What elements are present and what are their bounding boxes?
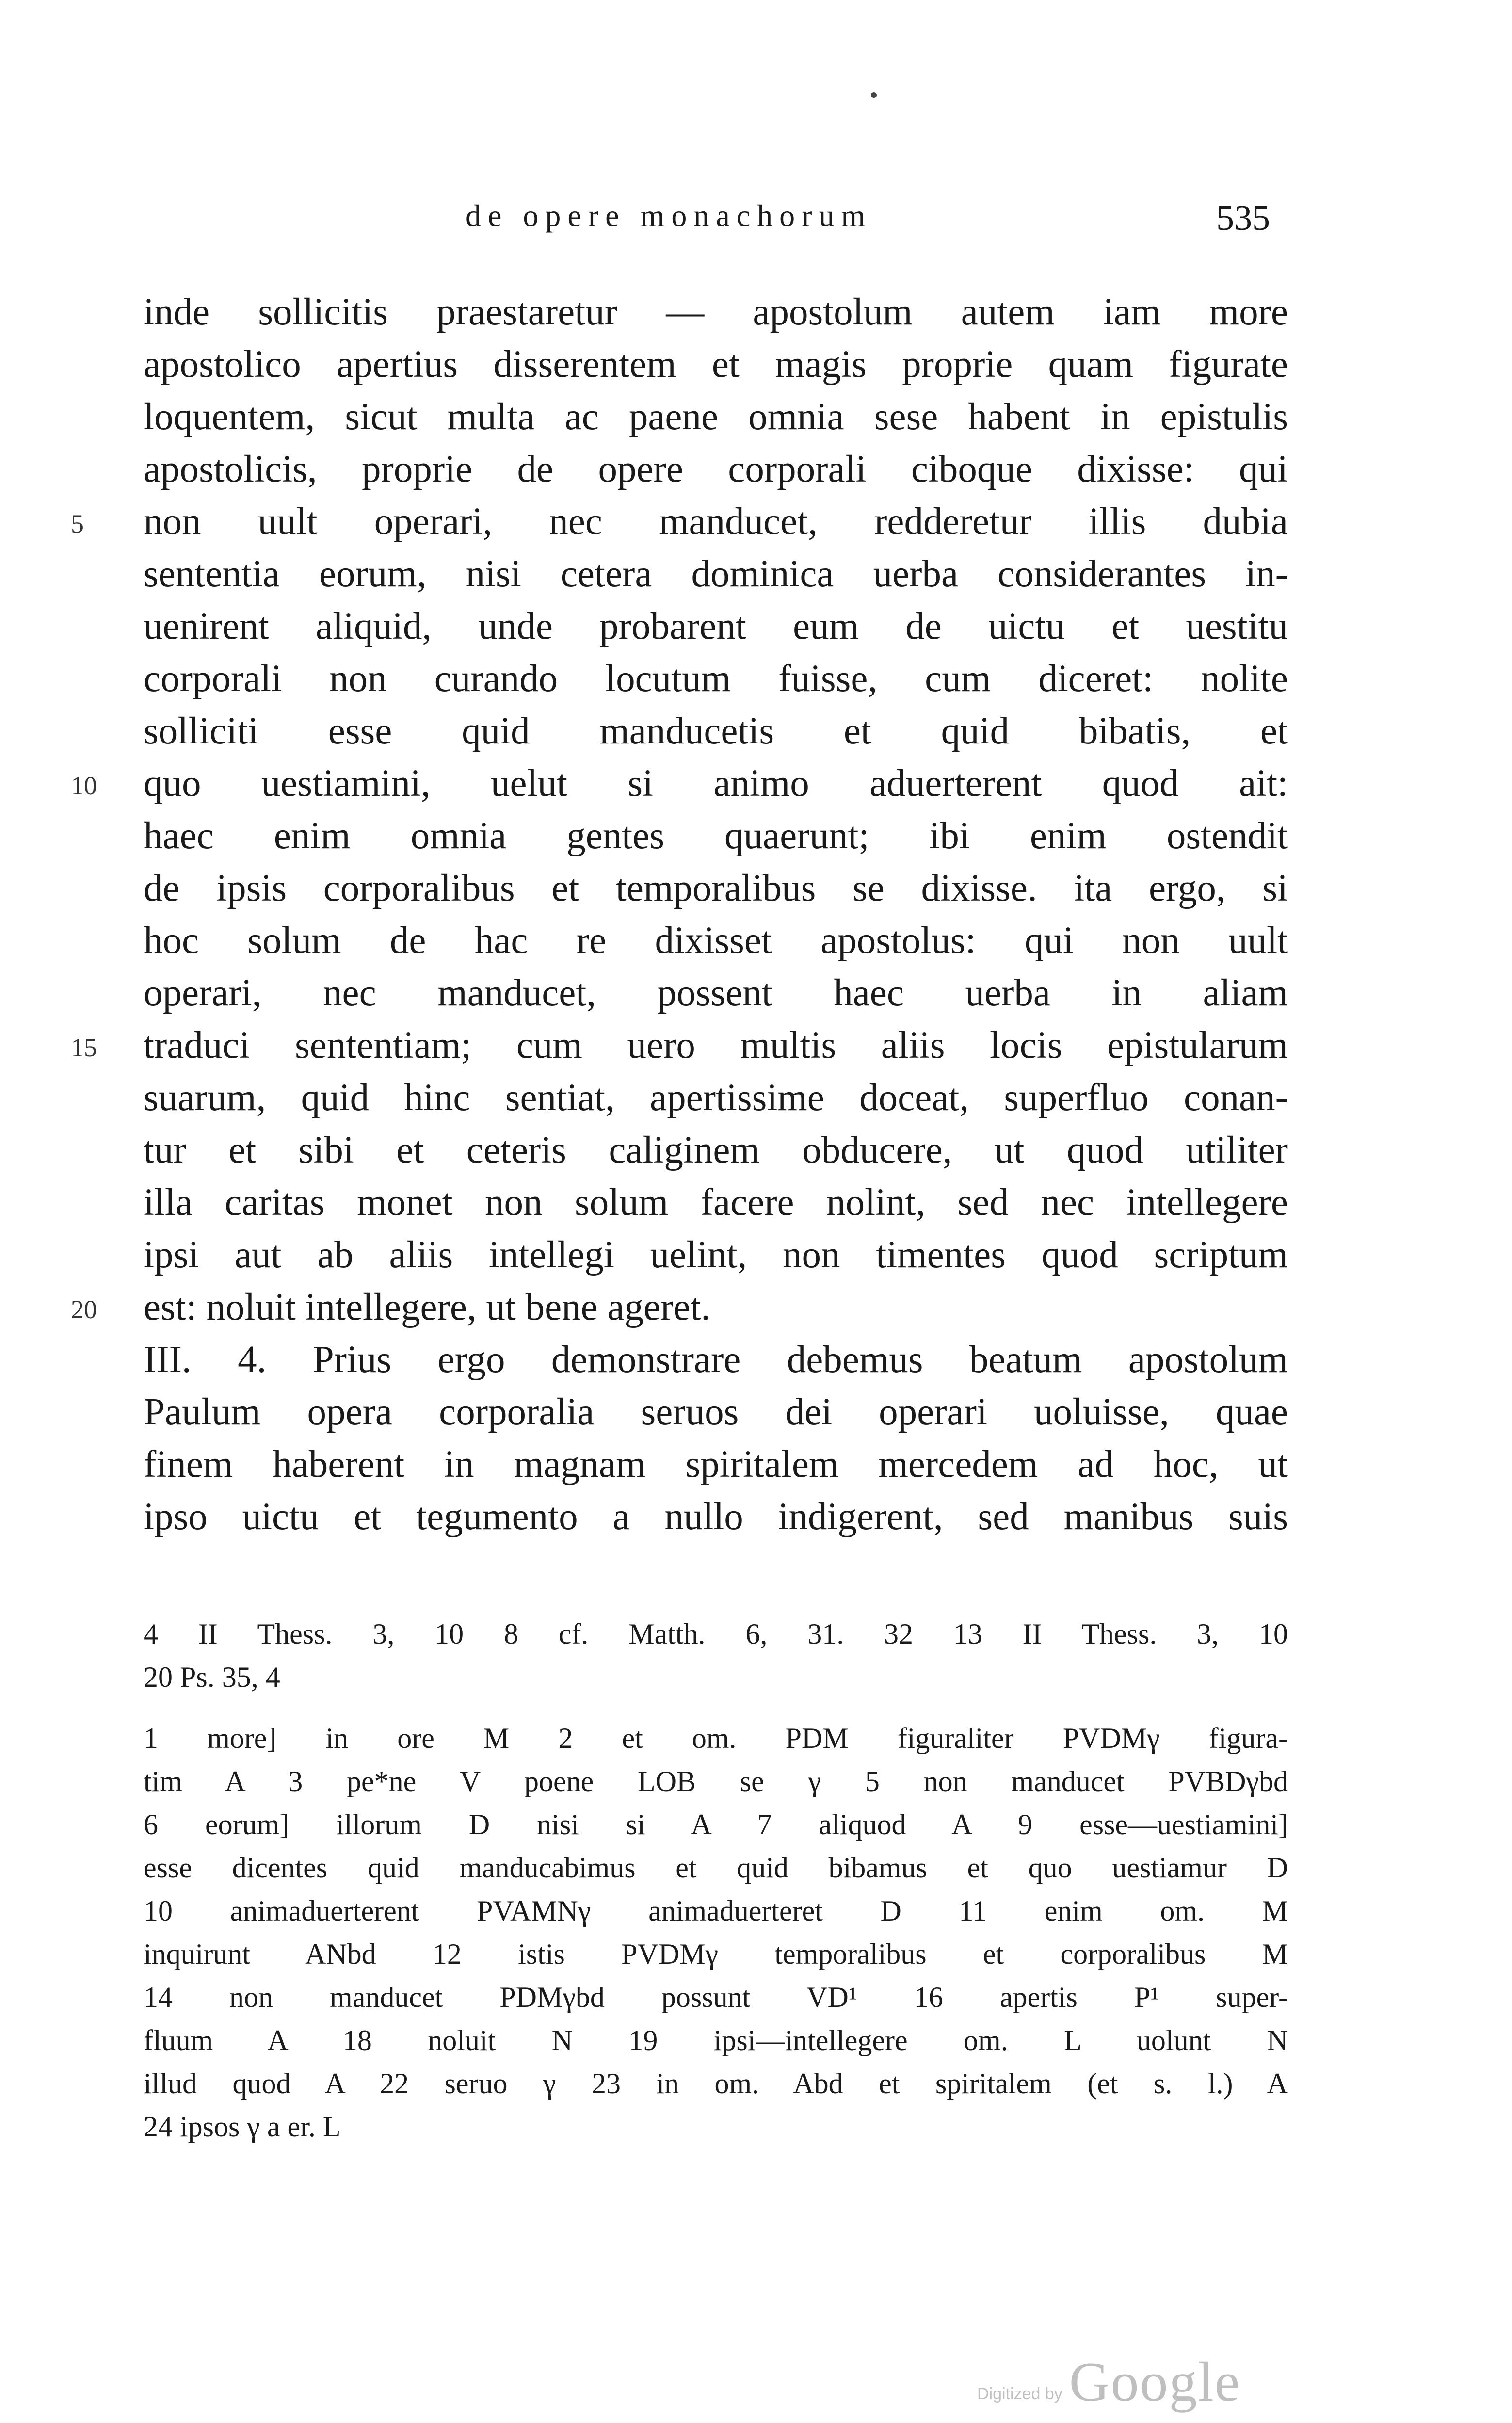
- line-text: non uult operari, nec manducet, redderetur illis dubia: [144, 501, 1288, 543]
- text-line: [144, 443, 1288, 496]
- running-title: de opere monachorum: [466, 198, 872, 233]
- line-text: ipso uictu et tegumento a nullo indigerent, sed manibus suis: [144, 1496, 1288, 1538]
- line-text: est: noluit intellegere, ut bene ageret.: [144, 1286, 711, 1328]
- google-logo: Google: [1069, 2351, 1241, 2413]
- text-line: [144, 862, 1288, 915]
- text-line: [144, 1334, 1288, 1386]
- text-line: [144, 1491, 1288, 1543]
- text-line: [144, 1072, 1288, 1124]
- text-line: [144, 1229, 1288, 1281]
- line-text: Paulum opera corporalia seruos dei operari uoluisse, quae: [144, 1391, 1288, 1433]
- line-text: tur et sibi et ceteris caliginem obducere, ut quod utiliter: [144, 1129, 1288, 1171]
- line-text: sententia eorum, nisi cetera dominica uerba considerantes in-: [144, 553, 1288, 595]
- text-line: [144, 1124, 1288, 1177]
- text-line: [71, 758, 1288, 810]
- line-text: uenirent aliquid, unde probarent eum de uictu et uestitu: [144, 605, 1288, 647]
- watermark-prefix: Digitized by: [977, 2385, 1062, 2403]
- footnote-line: fluum A 18 noluit N 19 ipsi—intellegere om. L uolunt N: [144, 2024, 1288, 2056]
- text-line: [144, 810, 1288, 862]
- footnote-line: 14 non manducet PDMγbd possunt VD¹ 16 apertis P¹ super-: [144, 1981, 1288, 2013]
- line-text: operari, nec manducet, possent haec uerba in aliam: [144, 972, 1288, 1014]
- footnote-line: 6 eorum] illorum D nisi si A 7 aliquod A 9 esse—uestiamini]: [144, 1809, 1288, 1841]
- line-text: loquentem, sicut multa ac paene omnia sese habent in epistulis: [144, 396, 1288, 438]
- ink-speck: [871, 92, 877, 98]
- line-text: traduci sententiam; cum uero multis aliis locis epistularum: [144, 1024, 1288, 1066]
- line-text: ipsi aut ab aliis intellegi uelint, non timentes quod scriptum: [144, 1234, 1288, 1276]
- text-line: [144, 653, 1288, 705]
- text-line: [144, 286, 1288, 339]
- footnote-line: 20 Ps. 35, 4: [144, 1661, 280, 1693]
- line-text: apostolicis, proprie de opere corporali ciboque dixisse: qui: [144, 448, 1288, 490]
- line-number: 10: [71, 771, 97, 800]
- line-text: suarum, quid hinc sentiat, apertissime doceat, superfluo conan-: [144, 1077, 1288, 1119]
- text-line: [144, 967, 1288, 1019]
- footnote-line: tim A 3 pe*ne V poene LOB se γ 5 non manducet PVBDγbd: [144, 1765, 1288, 1797]
- text-line: [144, 1177, 1288, 1229]
- text-line: [144, 600, 1288, 653]
- line-number: 15: [71, 1033, 97, 1062]
- line-text: apostolico apertius disserentem et magis proprie quam figurate: [144, 343, 1288, 386]
- footnote-line: 1 more] in ore M 2 et om. PDM figuraliter PVDMγ figura-: [144, 1722, 1288, 1754]
- line-text: III. 4. Prius ergo demonstrare debemus beatum apostolum: [144, 1339, 1288, 1381]
- running-head: [0, 198, 1512, 251]
- line-text: finem haberent in magnam spiritalem mercedem ad hoc, ut: [144, 1443, 1288, 1486]
- footnote-line: inquirunt ANbd 12 istis PVDMγ temporalibus et corporalibus M: [144, 1938, 1288, 1970]
- line-text: de ipsis corporalibus et temporalibus se dixisse. ita ergo, si: [144, 867, 1288, 909]
- line-text: quo uestiamini, uelut si animo aduerterent quod ait:: [144, 762, 1288, 805]
- main-text: [71, 286, 1288, 1543]
- line-text: illa caritas monet non solum facere nolint, sed nec intellegere: [144, 1181, 1288, 1224]
- footnotes-variants: [144, 1717, 1288, 2148]
- text-line: [71, 1281, 1288, 1334]
- line-text: inde sollicitis praestaretur — apostolum autem iam more: [144, 291, 1288, 333]
- line-text: solliciti esse quid manducetis et quid bibatis, et: [144, 710, 1288, 752]
- text-line: [144, 1438, 1288, 1491]
- line-number: 5: [71, 509, 84, 538]
- text-line: [71, 496, 1288, 548]
- text-line: [144, 705, 1288, 758]
- footnotes-references: [144, 1613, 1288, 1699]
- text-line: [71, 1019, 1288, 1072]
- footnote-line: illud quod A 22 seruo γ 23 in om. Abd et spiritalem (et s. l.) A: [144, 2068, 1288, 2100]
- text-line: [144, 1386, 1288, 1438]
- footnote-line: 24 ipsos γ a er. L: [144, 2111, 341, 2143]
- text-line: [144, 339, 1288, 391]
- digitized-watermark: [977, 2351, 1241, 2413]
- text-line: [144, 915, 1288, 967]
- line-text: haec enim omnia gentes quaerunt; ibi enim ostendit: [144, 815, 1288, 857]
- line-text: hoc solum de hac re dixisset apostolus: qui non uult: [144, 920, 1288, 962]
- text-line: [144, 548, 1288, 600]
- page-number: 535: [1216, 198, 1270, 238]
- footnote-line: 4 II Thess. 3, 10 8 cf. Matth. 6, 31. 32 13 II Thess. 3, 10: [144, 1618, 1288, 1650]
- line-text: corporali non curando locutum fuisse, cum diceret: nolite: [144, 658, 1288, 700]
- footnote-line: 10 animaduerterent PVAMNγ animaduerteret D 11 enim om. M: [144, 1895, 1288, 1927]
- footnote-line: esse dicentes quid manducabimus et quid bibamus et quo uestiamur D: [144, 1852, 1288, 1884]
- text-line: [144, 391, 1288, 443]
- line-number: 20: [71, 1295, 97, 1324]
